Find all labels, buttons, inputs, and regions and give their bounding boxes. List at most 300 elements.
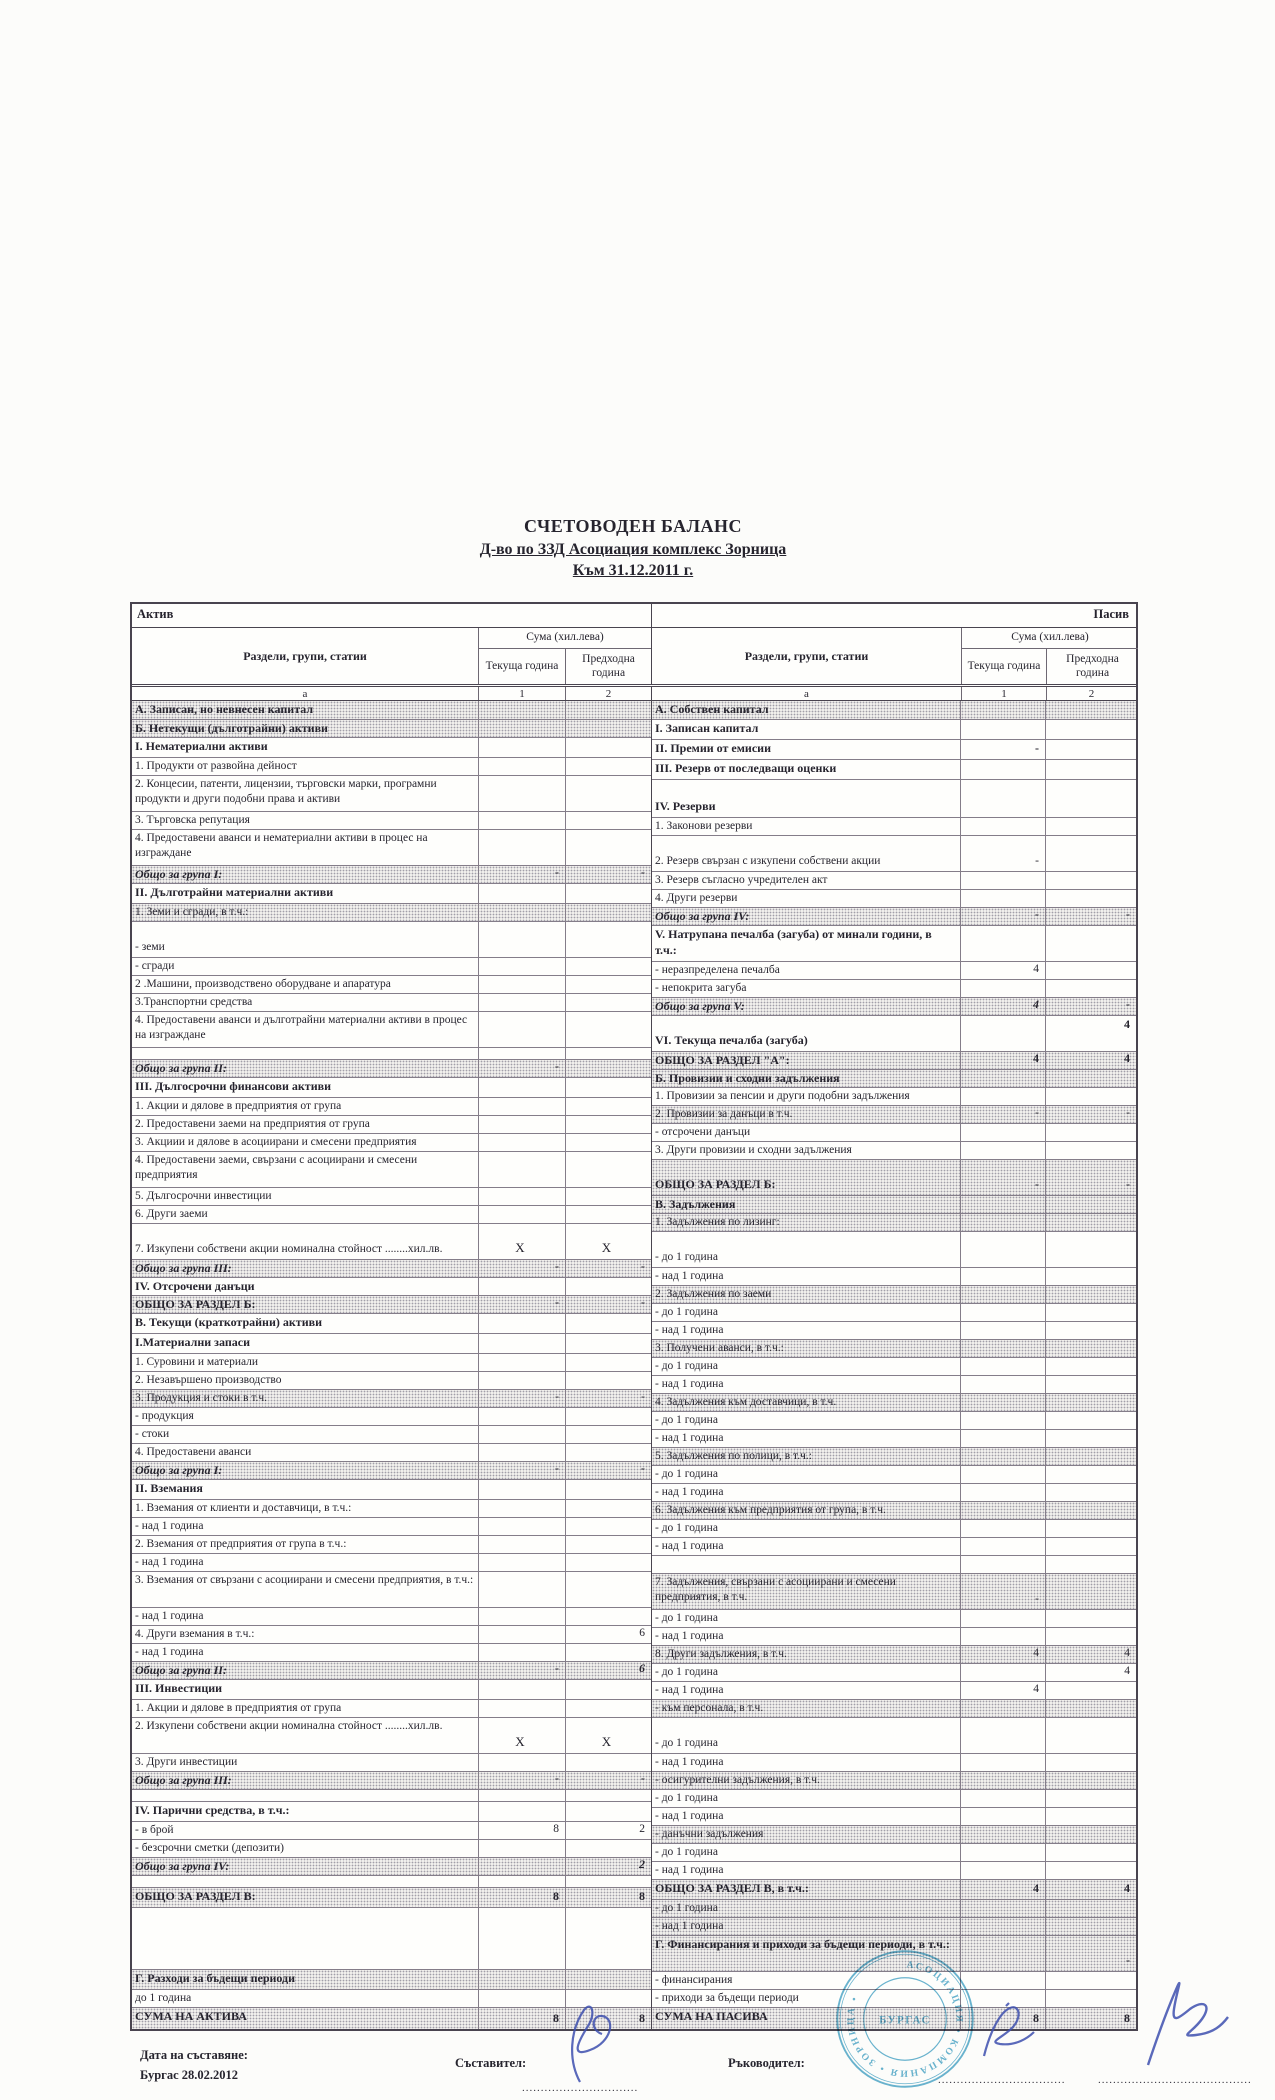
- row-label: Г. Разходи за бъдещи периоди: [135, 1971, 296, 1985]
- row-value-previous: [565, 994, 651, 1011]
- row-label: 1. Акции и дялове в предприятия от група: [135, 1702, 342, 1714]
- sum-header-right: [962, 628, 1138, 684]
- company-stamp: [795, 1938, 1015, 2100]
- table-row: [132, 1517, 651, 1535]
- row-value-previous: [565, 1116, 651, 1133]
- row-label: 5. Дългосрочни инвестиции: [135, 1190, 272, 1202]
- row-value-current: [960, 1358, 1045, 1375]
- table-row: [652, 1213, 1136, 1231]
- row-value-previous: -: [1045, 998, 1136, 1015]
- row-value-current: -: [478, 1060, 565, 1077]
- row-value-previous: 8: [565, 2008, 651, 2029]
- date-value: Бургас 28.02.2012: [140, 2068, 239, 2082]
- row-value-current: 4: [960, 1880, 1045, 1899]
- row-label: 3.Транспортни средства: [135, 996, 253, 1008]
- row-value-current: [478, 1858, 565, 1875]
- row-label: - над 1 година: [655, 1630, 724, 1642]
- row-value-previous: [1045, 1790, 1136, 1807]
- row-value-previous: [565, 1480, 651, 1499]
- table-row: [132, 1699, 651, 1717]
- row-label: 3. Акциии и дялове в асоциирани и смесени предприятия: [135, 1136, 417, 1148]
- stamp-center-text: БУРГАС: [879, 2014, 931, 2027]
- row-value-previous: [565, 1518, 651, 1535]
- row-value-current: [960, 1322, 1045, 1339]
- table-row-empty: [132, 1907, 651, 1969]
- table-row: [132, 921, 651, 957]
- row-value-previous: -: [565, 1772, 651, 1789]
- table-row: [132, 1077, 651, 1097]
- row-label: - над 1 година: [655, 1756, 724, 1768]
- row-value-current: [960, 1340, 1045, 1357]
- row-label: IV. Парични средства, в т.ч.:: [135, 1803, 290, 1817]
- row-value-current: 8: [478, 2008, 565, 2029]
- table-row: [132, 1821, 651, 1839]
- row-value-previous: [1045, 1862, 1136, 1879]
- index-a-right: а: [652, 687, 962, 700]
- row-value-previous: [565, 1790, 651, 1801]
- row-label: ОБЩО ЗА РАЗДЕЛ "А":: [655, 1053, 790, 1067]
- table-row: [652, 907, 1136, 925]
- row-value-current: [960, 780, 1045, 817]
- row-label: 4. Предоставени заеми, свързани с асоциирани и смесени предприятия: [135, 1154, 418, 1181]
- row-value-previous: [1045, 1700, 1136, 1717]
- row-label: I.Материални запаси: [135, 1335, 250, 1349]
- row-label: - приходи за бъдещи периоди: [655, 1992, 799, 2004]
- row-value-previous: -: [565, 1260, 651, 1277]
- column-header-sections-left: Раздели, групи, статии: [132, 628, 479, 684]
- row-value-previous: [1045, 872, 1136, 889]
- table-row: [132, 757, 651, 775]
- row-label: - над 1 година: [135, 1610, 204, 1622]
- table-row: [132, 1389, 651, 1407]
- row-label: [652, 1556, 960, 1573]
- table-row: [132, 1205, 651, 1223]
- row-value-current: [478, 1078, 565, 1097]
- row-value-current: [478, 701, 565, 719]
- row-value-previous: [1045, 760, 1136, 779]
- table-row: [652, 1123, 1136, 1141]
- table-row: [652, 1899, 1136, 1917]
- row-value-previous: [1045, 740, 1136, 759]
- table-row: [652, 1015, 1136, 1051]
- table-row: [132, 1461, 651, 1479]
- table-row: [132, 1115, 651, 1133]
- row-label: 5. Задължения по полици, в т.ч.:: [655, 1450, 812, 1462]
- table-row: [652, 1645, 1136, 1663]
- row-value-previous: [1045, 1682, 1136, 1699]
- row-value-previous: [565, 1908, 651, 1969]
- row-value-previous: [1045, 1502, 1136, 1519]
- table-row: [132, 1753, 651, 1771]
- row-value-previous: 2: [565, 1822, 651, 1839]
- row-label: - сгради: [135, 960, 175, 972]
- row-value-current: [478, 776, 565, 811]
- row-value-previous: 2: [565, 1858, 651, 1875]
- table-row: [132, 1535, 651, 1553]
- liabilities-header: Пасив: [1093, 607, 1129, 621]
- row-value-current: [960, 1610, 1045, 1627]
- row-value-current: [478, 1500, 565, 1517]
- index-a-left: а: [132, 687, 479, 700]
- table-row: [132, 1371, 651, 1389]
- row-value-previous: -: [565, 1296, 651, 1313]
- row-value-current: [478, 1572, 565, 1607]
- row-value-current: [478, 1700, 565, 1717]
- compiler-label: Съставител:: [455, 2056, 527, 2070]
- row-value-previous: [1045, 1538, 1136, 1555]
- document-title: СЧЕТОВОДЕН БАЛАНС: [523, 516, 743, 536]
- row-value-previous: [1045, 1808, 1136, 1825]
- row-label: II. Премии от емисии: [655, 741, 771, 755]
- row-value-current: [960, 1448, 1045, 1465]
- row-value-current: [960, 1808, 1045, 1825]
- row-value-previous: [1045, 1340, 1136, 1357]
- row-value-previous: [565, 958, 651, 975]
- table-row: [132, 1553, 651, 1571]
- table-row-empty: [132, 1875, 651, 1887]
- row-label: ОБЩО ЗА РАЗДЕЛ В, в т.ч.:: [655, 1881, 809, 1895]
- row-value-previous: [565, 1078, 651, 1097]
- table-row: [652, 1051, 1136, 1069]
- compiler-dotted-line: ...............................: [522, 2082, 639, 2094]
- manager-dotted-line: ..................................: [938, 2074, 1066, 2086]
- row-value-current: [960, 1754, 1045, 1771]
- row-value-previous: [565, 758, 651, 775]
- row-value-previous: [1045, 780, 1136, 817]
- row-label: - отсрочени данъци: [655, 1126, 751, 1138]
- row-value-current: [478, 904, 565, 921]
- index-1-left: 1: [479, 687, 566, 700]
- row-label: 3. Резерв съгласно учредителен акт: [655, 874, 828, 886]
- row-value-previous: -: [565, 1390, 651, 1407]
- table-row: [652, 1411, 1136, 1429]
- row-value-current: [478, 812, 565, 829]
- row-label: I. Нематериални активи: [135, 739, 268, 753]
- row-value-current: [478, 1626, 565, 1643]
- index-1-right: 1: [962, 687, 1047, 700]
- row-value-previous: -: [1045, 1106, 1136, 1123]
- table-row: [652, 871, 1136, 889]
- right-dotted-line: .........................................: [1098, 2074, 1252, 2086]
- row-value-current: [478, 1278, 565, 1295]
- row-label: - осигурителни задължения, в т.ч.: [655, 1774, 820, 1786]
- table-row: [132, 1151, 651, 1187]
- row-value-previous: [1045, 1268, 1136, 1285]
- table-row: [652, 1717, 1136, 1753]
- row-label: 3. Други инвестиции: [135, 1756, 238, 1768]
- current-year-header-left: Текуща година: [479, 649, 566, 684]
- row-label: 2. Резерв свързан с изкупени собствени акции: [655, 855, 881, 868]
- row-label: 1. Акции и дялове в предприятия от група: [135, 1100, 342, 1112]
- row-value-previous: [565, 1554, 651, 1571]
- row-value-current: 8: [478, 1822, 565, 1839]
- row-value-previous: [1045, 818, 1136, 835]
- row-value-previous: -: [1045, 1936, 1136, 1971]
- row-label: - до 1 година: [655, 1792, 718, 1804]
- row-value-current: [960, 1900, 1045, 1917]
- row-value-previous: [1045, 1088, 1136, 1105]
- compiler-signature: [550, 2000, 630, 2090]
- table-row: [652, 889, 1136, 907]
- row-value-current: [478, 994, 565, 1011]
- row-label: I. Записан капитал: [655, 721, 759, 735]
- row-label: В. Текущи (краткотрайни) активи: [135, 1315, 323, 1329]
- row-value-current: [960, 1556, 1045, 1573]
- row-value-previous: [1045, 1286, 1136, 1303]
- row-value-current: [960, 1430, 1045, 1447]
- table-body: [132, 701, 1136, 2029]
- row-label: II. Вземания: [135, 1481, 203, 1495]
- table-row: [652, 1231, 1136, 1267]
- table-row: [132, 1607, 651, 1625]
- row-label: - над 1 година: [655, 1864, 724, 1876]
- table-row: [132, 1011, 651, 1047]
- table-row: [132, 1259, 651, 1277]
- row-value-previous: 6: [565, 1662, 651, 1679]
- sum-header-left: [479, 628, 652, 684]
- table-row: [132, 1661, 651, 1679]
- row-value-current: [478, 1608, 565, 1625]
- table-row: [652, 1843, 1136, 1861]
- previous-year-header-right: Предходна година: [1066, 653, 1119, 679]
- row-label: 2. Задължения по заеми: [655, 1288, 772, 1300]
- row-value-previous: [1045, 720, 1136, 739]
- row-value-current: [478, 1408, 565, 1425]
- table-row: [652, 1303, 1136, 1321]
- table-row-empty: [132, 1047, 651, 1059]
- row-label: - до 1 година: [655, 1612, 718, 1624]
- row-value-current: 4: [960, 1682, 1045, 1699]
- company-name: Д-во по ЗЗД Асоциация комплекс Зорница: [479, 541, 787, 558]
- table-row: [652, 1321, 1136, 1339]
- row-label: 8. Други задължения, в т.ч.: [655, 1648, 787, 1660]
- row-value-previous: [565, 922, 651, 957]
- row-label: 4. Други резерви: [655, 892, 738, 904]
- row-value-previous: [565, 1408, 651, 1425]
- table-row: [132, 1223, 651, 1259]
- row-value-previous: [1045, 1376, 1136, 1393]
- table-row: [132, 1887, 651, 1907]
- row-label: 3. Търговска репутация: [135, 814, 250, 826]
- row-label: - над 1 година: [655, 1270, 724, 1282]
- row-value-previous: [565, 1572, 651, 1607]
- table-row: [652, 1159, 1136, 1195]
- row-value-current: [478, 1372, 565, 1389]
- row-value-current: [960, 1538, 1045, 1555]
- row-value-previous: [1045, 1358, 1136, 1375]
- table-row: [132, 993, 651, 1011]
- row-value-current: -: [960, 1160, 1045, 1195]
- table-row: [132, 1313, 651, 1333]
- table-row: [652, 1483, 1136, 1501]
- row-value-previous: -: [1045, 908, 1136, 925]
- row-value-current: [960, 1304, 1045, 1321]
- current-year-header-right: Текуща година: [962, 649, 1047, 684]
- row-label: 2. Вземания от предприятия от група в т.ч.:: [135, 1538, 347, 1550]
- row-value-current: -: [478, 866, 565, 883]
- row-value-previous: [565, 904, 651, 921]
- table-row: [652, 817, 1136, 835]
- table-row: [132, 903, 651, 921]
- index-2-right: 2: [1088, 687, 1095, 700]
- row-value-previous: [565, 1500, 651, 1517]
- row-value-current: [960, 1070, 1045, 1087]
- row-value-current: [478, 1876, 565, 1887]
- row-label: 6. Задължения към предприятия от група, в т.ч.: [655, 1504, 886, 1516]
- row-label: - финансирания: [655, 1974, 733, 1986]
- row-label: Общо за група IV:: [655, 909, 750, 923]
- row-value-current: [478, 1840, 565, 1857]
- row-label: Г. Финансирания и приходи за бъдещи периоди, в т.ч.:: [655, 1937, 950, 1951]
- table-header-columns: [132, 628, 1136, 684]
- row-value-current: [960, 1862, 1045, 1879]
- table-row: [652, 1681, 1136, 1699]
- row-label: 4. Задължения към доставчици, в т.ч.: [655, 1396, 837, 1408]
- table-row: [132, 1059, 651, 1077]
- row-value-current: [478, 1790, 565, 1801]
- row-label: СУМА НА ПАСИВА: [655, 2009, 768, 2023]
- row-value-previous: [565, 1314, 651, 1333]
- row-value-current: -: [960, 1106, 1045, 1123]
- row-value-current: X: [478, 1718, 565, 1753]
- row-value-previous: [565, 720, 651, 737]
- row-value-current: [960, 1520, 1045, 1537]
- row-value-current: [960, 1142, 1045, 1159]
- column-header-sections-right: Раздели, групи, статии: [652, 628, 962, 684]
- row-value-current: [478, 1134, 565, 1151]
- row-value-previous: [565, 1098, 651, 1115]
- row-value-current: [960, 1088, 1045, 1105]
- row-value-previous: 4: [1045, 1646, 1136, 1663]
- row-value-previous: [1045, 1844, 1136, 1861]
- row-value-previous: [1045, 1448, 1136, 1465]
- row-label: - над 1 година: [135, 1646, 204, 1658]
- row-value-current: [478, 1444, 565, 1461]
- row-label: - неразпределена печалба: [655, 964, 780, 976]
- row-label: III. Дългосрочни финансови активи: [135, 1079, 332, 1093]
- row-label: 1. Законови резерви: [655, 820, 753, 832]
- row-label: ОБЩО ЗА РАЗДЕЛ Б:: [655, 1177, 776, 1192]
- table-row: [652, 1375, 1136, 1393]
- row-label: [132, 1876, 478, 1887]
- row-value-current: 8: [478, 1888, 565, 1907]
- row-value-previous: [1045, 701, 1136, 719]
- row-value-current: -: [960, 836, 1045, 871]
- row-label: 4. Предоставени аванси и нематериални активи в процес на изграждане: [135, 832, 428, 859]
- row-value-current: [960, 1268, 1045, 1285]
- row-value-current: 4: [960, 962, 1045, 979]
- row-value-current: [960, 1394, 1045, 1411]
- sum-label-left: Сума (хил.лева): [479, 628, 651, 649]
- table-row: [652, 925, 1136, 961]
- row-value-current: [960, 701, 1045, 719]
- row-value-previous: [565, 1278, 651, 1295]
- row-label: - до 1 година: [655, 1737, 718, 1750]
- row-label: ОБЩО ЗА РАЗДЕЛ Б:: [135, 1297, 256, 1311]
- row-value-current: -: [478, 1390, 565, 1407]
- row-value-current: [478, 1970, 565, 1989]
- row-value-current: [960, 1232, 1045, 1267]
- row-value-previous: 8: [1045, 2008, 1136, 2029]
- previous-year-header-left: Предходна година: [582, 653, 635, 679]
- row-value-current: [960, 1214, 1045, 1231]
- row-label: Б. Провизии и сходни задължения: [655, 1071, 840, 1085]
- row-value-previous: -: [565, 866, 651, 883]
- row-value-previous: [565, 1134, 651, 1151]
- row-value-current: -: [478, 1462, 565, 1479]
- table-row: [132, 775, 651, 811]
- row-value-previous: [1045, 1214, 1136, 1231]
- table-row: [132, 1771, 651, 1789]
- row-label: 2. Незавършено производство: [135, 1374, 282, 1386]
- row-label: III. Инвестиции: [135, 1681, 223, 1695]
- row-label: Общо за група III:: [135, 1261, 232, 1275]
- row-label: Общо за група IV:: [135, 1859, 230, 1873]
- table-row-empty: [652, 1555, 1136, 1573]
- row-value-current: [478, 738, 565, 757]
- table-row: [652, 1501, 1136, 1519]
- row-label: - до 1 година: [655, 1522, 718, 1534]
- row-value-current: [478, 958, 565, 975]
- table-row: [652, 1465, 1136, 1483]
- row-label: - над 1 година: [655, 1324, 724, 1336]
- row-label: - до 1 година: [655, 1902, 718, 1914]
- table-row: [132, 1295, 651, 1313]
- row-label: А. Записан, но невнесен капитал: [135, 702, 314, 716]
- index-2-left: 2: [566, 687, 652, 700]
- row-label: - продукция: [135, 1410, 194, 1422]
- table-row: [652, 1339, 1136, 1357]
- row-label: - до 1 година: [655, 1251, 718, 1264]
- table-row: [132, 975, 651, 993]
- table-row: [132, 883, 651, 903]
- table-row: [652, 1825, 1136, 1843]
- row-value-current: [478, 830, 565, 865]
- row-value-previous: [1045, 1918, 1136, 1935]
- row-value-current: [478, 1536, 565, 1553]
- table-row: [652, 1357, 1136, 1375]
- table-row: [132, 957, 651, 975]
- table-row: [652, 719, 1136, 739]
- row-label: - над 1 година: [655, 1810, 724, 1822]
- row-value-previous: [565, 701, 651, 719]
- row-value-current: [960, 890, 1045, 907]
- row-value-previous: [1045, 1124, 1136, 1141]
- row-label: - над 1 година: [655, 1486, 724, 1498]
- row-value-previous: [1045, 1430, 1136, 1447]
- row-value-current: [960, 818, 1045, 835]
- row-label: - до 1 година: [655, 1360, 718, 1372]
- row-label: - безсрочни сметки (депозити): [135, 1842, 284, 1854]
- row-value-current: 4: [960, 1646, 1045, 1663]
- table-header-index-row: [132, 684, 1136, 701]
- table-row: [132, 1571, 651, 1607]
- row-value-previous: [565, 1680, 651, 1699]
- row-label: - непокрита загуба: [655, 982, 747, 994]
- table-row: [132, 1857, 651, 1875]
- row-label: А. Собствен капитал: [655, 702, 769, 716]
- table-row: [132, 1353, 651, 1371]
- row-value-previous: 4: [1045, 1052, 1136, 1069]
- table-row: [132, 1969, 651, 1989]
- row-label: - над 1 година: [655, 1378, 724, 1390]
- table-row: [652, 835, 1136, 871]
- row-value-previous: 4: [1045, 1016, 1136, 1051]
- row-value-current: [478, 1098, 565, 1115]
- row-label: СУМА НА АКТИВА: [135, 2009, 247, 2023]
- row-value-current: [960, 1826, 1045, 1843]
- table-row: [132, 1333, 651, 1353]
